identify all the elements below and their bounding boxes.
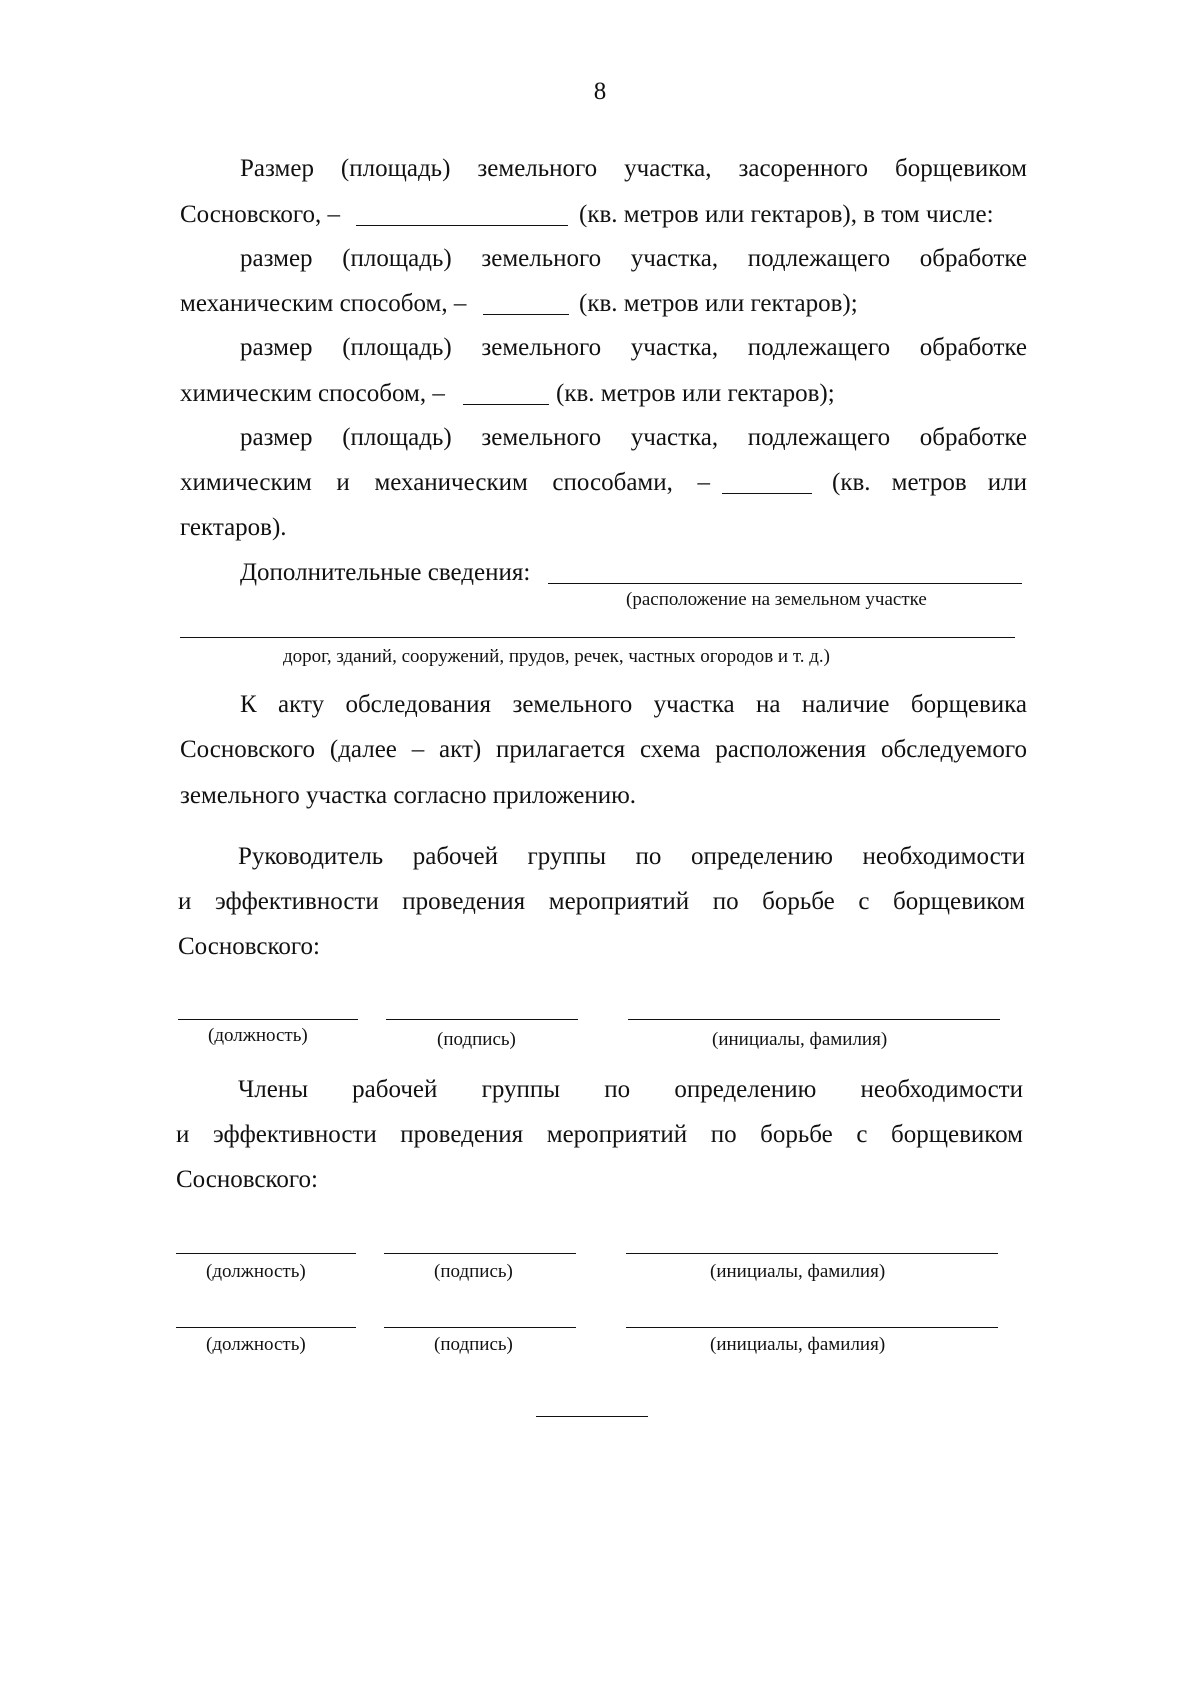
area-chem-line2-end: (кв. метров или гектаров);	[556, 380, 835, 407]
member2-signature-line	[384, 1327, 576, 1328]
member2-name-line	[626, 1327, 998, 1328]
head-name-caption: (инициалы, фамилия)	[712, 1029, 888, 1050]
head-line1: Руководитель рабочей группы по определению необходимости	[238, 843, 1025, 870]
members-line2: и эффективности проведения мероприятий по борьбе с борщевиком	[176, 1121, 1023, 1148]
area-both-line3: гектаров).	[180, 514, 287, 541]
member1-position-line	[176, 1253, 356, 1254]
area-mech-blank	[483, 314, 569, 315]
area-total-line2-start: Сосновского, –	[180, 201, 341, 228]
head-name-line	[628, 1019, 1000, 1020]
area-both-blank	[722, 493, 812, 494]
member1-signature-line	[384, 1253, 576, 1254]
additional-blank-2	[180, 637, 1015, 638]
member2-name-caption: (инициалы, фамилия)	[710, 1334, 886, 1355]
head-position-line	[178, 1019, 358, 1020]
head-position-caption: (должность)	[208, 1025, 308, 1046]
additional-caption-1: (расположение на земельном участке	[626, 589, 927, 610]
additional-blank-1	[548, 583, 1022, 584]
area-both-line2-start: химическим и механическим способами, –	[180, 469, 710, 496]
area-mech-line2-start: механическим способом, –	[180, 290, 467, 317]
members-line1: Члены рабочей группы по определению необходимости	[238, 1076, 1023, 1103]
member2-position-caption: (должность)	[206, 1334, 306, 1355]
area-chem-line2-start: химическим способом, –	[180, 380, 445, 407]
member1-name-caption: (инициалы, фамилия)	[710, 1261, 886, 1282]
member1-name-line	[626, 1253, 998, 1254]
area-total-line1: Размер (площадь) земельного участка, засоренного борщевиком	[240, 155, 1027, 182]
member2-signature-caption: (подпись)	[434, 1334, 513, 1355]
additional-label: Дополнительные сведения:	[240, 559, 531, 586]
area-mech-line1: размер (площадь) земельного участка, подлежащего обработке	[240, 245, 1027, 272]
area-both-line1: размер (площадь) земельного участка, подлежащего обработке	[240, 424, 1027, 451]
members-line3: Сосновского:	[176, 1166, 318, 1193]
additional-caption-2: дорог, зданий, сооружений, прудов, речек, частных огородов и т. д.)	[283, 646, 830, 667]
attachment-line3: земельного участка согласно приложению.	[180, 782, 637, 809]
end-rule	[536, 1416, 648, 1417]
member1-signature-caption: (подпись)	[434, 1261, 513, 1282]
head-signature-line	[386, 1019, 578, 1020]
head-line3: Сосновского:	[178, 933, 320, 960]
page-number: 8	[593, 78, 607, 105]
attachment-line1: К акту обследования земельного участка на наличие борщевика	[240, 691, 1027, 718]
area-chem-blank	[463, 404, 549, 405]
head-signature-caption: (подпись)	[437, 1029, 516, 1050]
area-mech-line2-end: (кв. метров или гектаров);	[579, 290, 858, 317]
head-line2: и эффективности проведения мероприятий по борьбе с борщевиком	[178, 888, 1025, 915]
area-both-line2-end: (кв. метров или	[832, 469, 1027, 496]
member2-position-line	[176, 1327, 356, 1328]
area-chem-line1: размер (площадь) земельного участка, подлежащего обработке	[240, 334, 1027, 361]
area-total-line2-end: (кв. метров или гектаров), в том числе:	[579, 201, 994, 228]
attachment-line2: Сосновского (далее – акт) прилагается схема расположения обследуемого	[180, 736, 1027, 763]
area-total-blank	[356, 225, 568, 226]
member1-position-caption: (должность)	[206, 1261, 306, 1282]
